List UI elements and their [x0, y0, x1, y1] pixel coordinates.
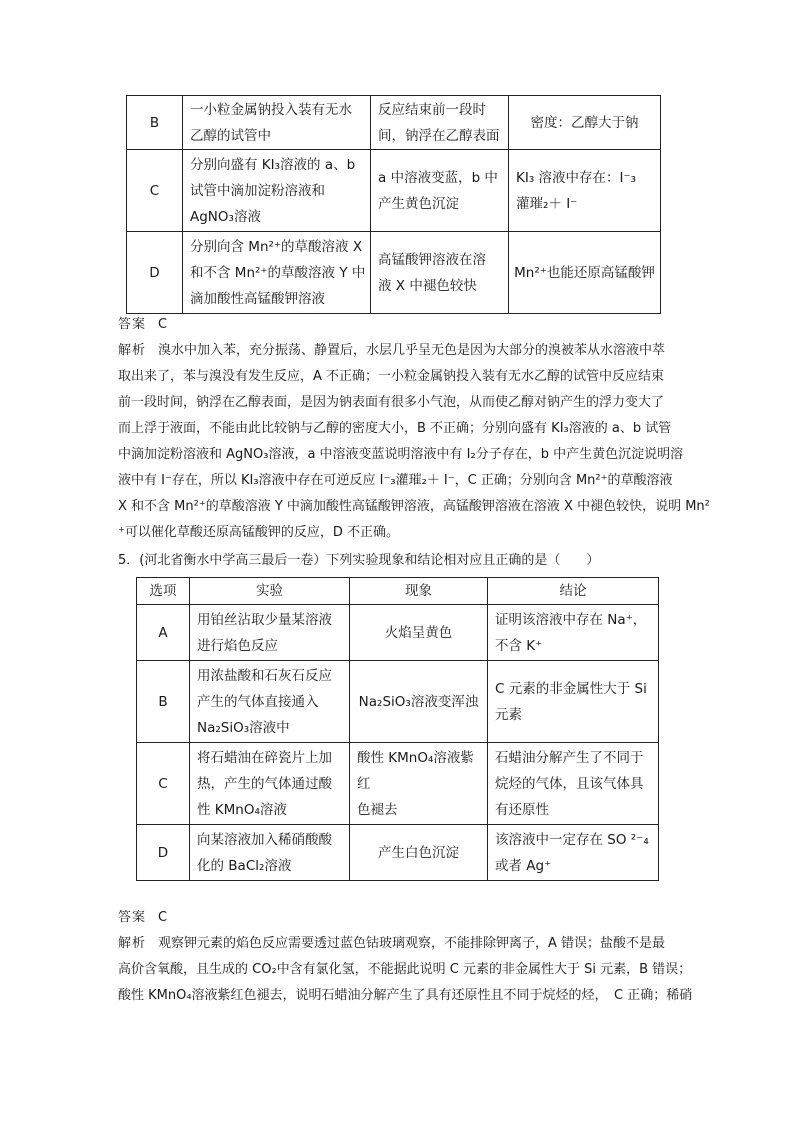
- analysis-line: 中滴加淀粉溶液和 AgNO₃溶液，a 中溶液变蓝说明溶液中有 I₂分子存在，b 中产生黄色沉淀说明溶: [118, 447, 684, 462]
- experiment-cell: 分别向盛有 KI₃溶液的 a、b 试管中滴加淀粉溶液和 AgNO₃溶液: [183, 150, 371, 232]
- answer-value: C: [158, 910, 168, 925]
- phenomenon-cell: 高锰酸钾溶液在溶 液 X 中褪色较快: [371, 232, 509, 314]
- column-header: 实验: [190, 578, 350, 605]
- analysis-line: 取出来了，苯与溴没有发生反应，A 不正确；一小粒金属钠投入装有无水乙醇的试管中反应结束: [118, 369, 665, 384]
- question-5-stem: 5．(河北省衡水中学高三最后一卷）下列实验现象和结论相对应且正确的是（ ）: [118, 553, 600, 568]
- option-cell: D: [137, 825, 190, 881]
- phenomenon-cell: 酸性 KMnO₄溶液紫红 色褪去: [350, 743, 488, 825]
- option-cell: C: [137, 743, 190, 825]
- analysis-line: ⁺可以催化草酸还原高锰酸钾的反应，D 不正确。: [118, 525, 400, 540]
- table-header-row: [137, 578, 659, 605]
- answer-line: [118, 905, 167, 931]
- option-cell: A: [137, 605, 190, 661]
- answer-label: 答案: [118, 317, 147, 332]
- phenomenon-cell: 产生白色沉淀: [350, 825, 488, 881]
- analysis-line: X 和不含 Mn²⁺的草酸溶液 Y 中滴加酸性高锰酸钾溶液，高锰酸钾溶液在溶液 X 中褪色较快，说明 Mn²: [118, 499, 710, 514]
- phenomenon-cell: Na₂SiO₃溶液变浑浊: [350, 661, 488, 743]
- conclusion-cell: 石蜡油分解产生了不同于 烷烃的气体，且该气体具 有还原性: [488, 743, 659, 825]
- conclusion-cell: 证明该溶液中存在 Na⁺， 不含 K⁺: [488, 605, 659, 661]
- analysis-line: 解析 溴水中加入苯，充分振荡、静置后，水层几乎呈无色是因为大部分的溴被苯从水溶液中萃: [118, 343, 666, 358]
- phenomenon-cell: 反应结束前一段时 间，钠浮在乙醇表面: [371, 96, 509, 150]
- experiment-table-1: [126, 95, 661, 314]
- option-cell: B: [127, 96, 183, 150]
- conclusion-cell: KI₃ 溶液中存在：I⁻₃ 灌璀₂＋ I⁻: [509, 150, 661, 232]
- analysis-line: 解析 观察钾元素的焰色反应需要透过蓝色钴玻璃观察，不能排除钾离子，A 错误；盐酸不是最: [118, 936, 666, 951]
- column-header: 现象: [350, 578, 488, 605]
- experiment-cell: 向某溶液加入稀硝酸酸 化的 BaCl₂溶液: [190, 825, 350, 881]
- table-row: [127, 150, 661, 232]
- conclusion-cell: Mn²⁺也能还原高锰酸钾: [509, 232, 661, 314]
- experiment-cell: 用铂丝沾取少量某溶液 进行焰色反应: [190, 605, 350, 661]
- table-row: [137, 661, 659, 743]
- phenomenon-cell: a 中溶液变蓝，b 中 产生黄色沉淀: [371, 150, 509, 232]
- table-row: [137, 825, 659, 881]
- answer-value: C: [158, 317, 168, 332]
- analysis-line: 高价含氧酸，且生成的 CO₂中含有氯化氢，不能据此说明 C 元素的非金属性大于 Si 元素，B 错误；: [118, 962, 692, 977]
- phenomenon-cell: 火焰呈黄色: [350, 605, 488, 661]
- analysis-label: 解析: [118, 343, 147, 358]
- experiment-cell: 将石蜡油在碎瓷片上加 热，产生的气体通过酸 性 KMnO₄溶液: [190, 743, 350, 825]
- answer-line: [118, 312, 167, 338]
- analysis-label: 解析: [118, 936, 147, 951]
- table-row: [127, 232, 661, 314]
- analysis-line: 液中有 I⁻存在，所以 KI₃溶液中存在可逆反应 I⁻₃灌璀₂＋ I⁻，C 正确；分别向含 Mn²⁺的草酸溶液: [118, 473, 673, 488]
- experiment-cell: 分别向含 Mn²⁺的草酸溶液 X 和不含 Mn²⁺的草酸溶液 Y 中 滴加酸性高锰酸钾溶液: [183, 232, 371, 314]
- table-row: [137, 743, 659, 825]
- option-cell: D: [127, 232, 183, 314]
- experiment-cell: 一小粒金属钠投入装有无水 乙醇的试管中: [183, 96, 371, 150]
- experiment-cell: 用浓盐酸和石灰石反应 产生的气体直接通入 Na₂SiO₃溶液中: [190, 661, 350, 743]
- option-cell: B: [137, 661, 190, 743]
- conclusion-cell: C 元素的非金属性大于 Si 元素: [488, 661, 659, 743]
- option-cell: C: [127, 150, 183, 232]
- column-header: 选项: [137, 578, 190, 605]
- answer-label: 答案: [118, 910, 147, 925]
- table-row: [137, 605, 659, 661]
- analysis-line: 前一段时间，钠浮在乙醇表面，是因为钠表面有很多小气泡，从而使乙醇对钠产生的浮力变大了: [118, 395, 665, 410]
- column-header: 结论: [488, 578, 659, 605]
- table-row: [127, 96, 661, 150]
- experiment-table-2: [136, 577, 659, 881]
- conclusion-cell: 密度：乙醇大于钠: [509, 96, 661, 150]
- analysis-line: 而上浮于液面，不能由此比较钠与乙醇的密度大小，B 不正确；分别向盛有 KI₃溶液的 a、b 试管: [118, 421, 672, 436]
- analysis-line: 酸性 KMnO₄溶液紫红色褪去，说明石蜡油分解产生了具有还原性且不同于烷烃的烃， C 正确；稀硝: [118, 988, 693, 1003]
- conclusion-cell: 该溶液中一定存在 SO ²⁻₄ 或者 Ag⁺: [488, 825, 659, 881]
